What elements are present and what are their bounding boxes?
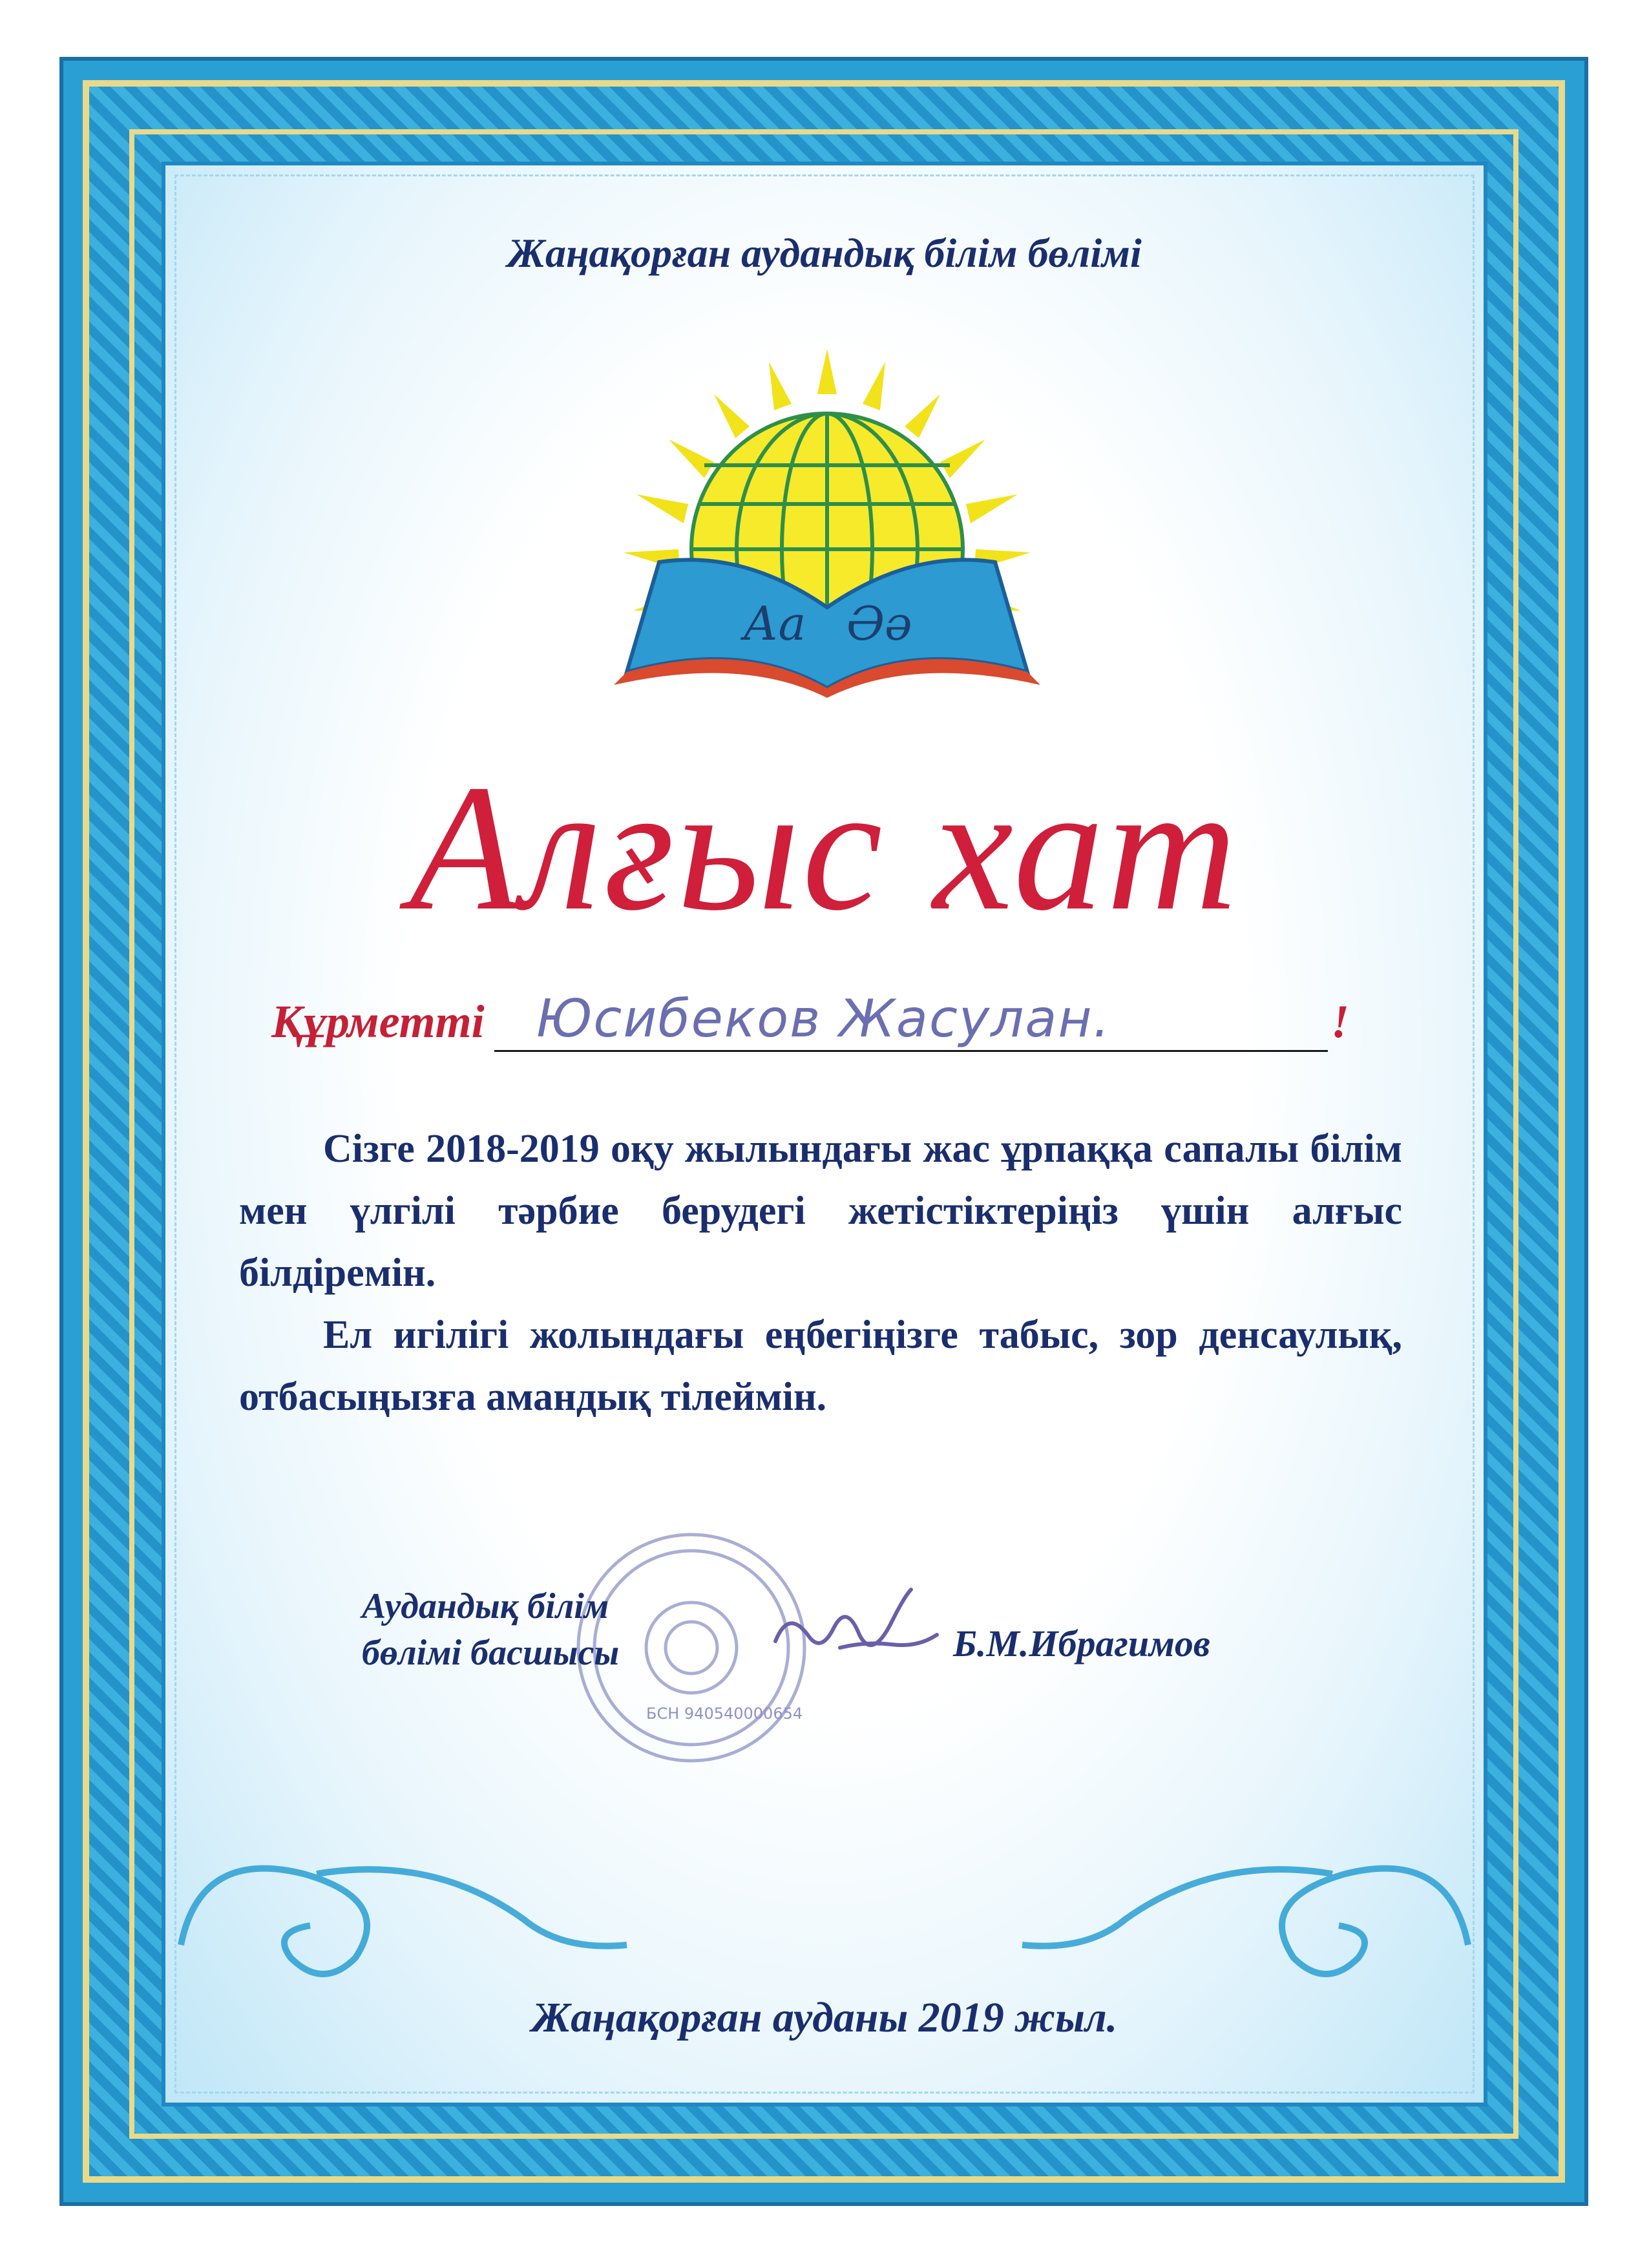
stamp-number: БСН 940540000654 bbox=[646, 1705, 803, 1723]
salutation-row bbox=[271, 989, 1370, 1066]
signatory-position-line-1: Аудандық білім bbox=[362, 1586, 609, 1626]
signatory-position bbox=[362, 1583, 619, 1676]
logo-letters-left: Аа bbox=[743, 596, 806, 651]
certificate-body bbox=[239, 1118, 1402, 1428]
certificate-title: Алғыс хат bbox=[409, 747, 1240, 948]
signatory-position-line-2: бөлімі басшысы bbox=[362, 1633, 620, 1673]
recipient-name: Юсибеков Жасулан. bbox=[536, 989, 1111, 1049]
organization-header: Жаңақорған аудандық білім бөлімі bbox=[507, 230, 1142, 276]
handwritten-signature-icon bbox=[762, 1583, 943, 1686]
recipient-underline bbox=[494, 1050, 1328, 1052]
body-paragraph-2: Ел игілігі жолындағы еңбегіңізге табыс, зор денсаулық, отбасыңызға амандық тілеймін. bbox=[239, 1313, 1402, 1419]
education-logo-icon bbox=[575, 336, 1079, 698]
body-paragraph-1: Сізге 2018-2019 оқу жылындағы жас ұрпаққа сапалы білім мен үлгілі тәрбие берудегі жетістіктеріңіз үшін алғыс білдіремін. bbox=[239, 1127, 1402, 1295]
salutation-exclamation: ! bbox=[1331, 996, 1350, 1047]
logo-letters-right: Әә bbox=[846, 596, 912, 651]
salutation-label: Құрметті bbox=[271, 996, 485, 1047]
signatory-name: Б.М.Ибрагимов bbox=[953, 1622, 1210, 1664]
footer-place-year: Жаңақорған ауданы 2019 жыл. bbox=[531, 1994, 1118, 2041]
decorative-scrolls-icon bbox=[162, 1796, 1487, 2003]
